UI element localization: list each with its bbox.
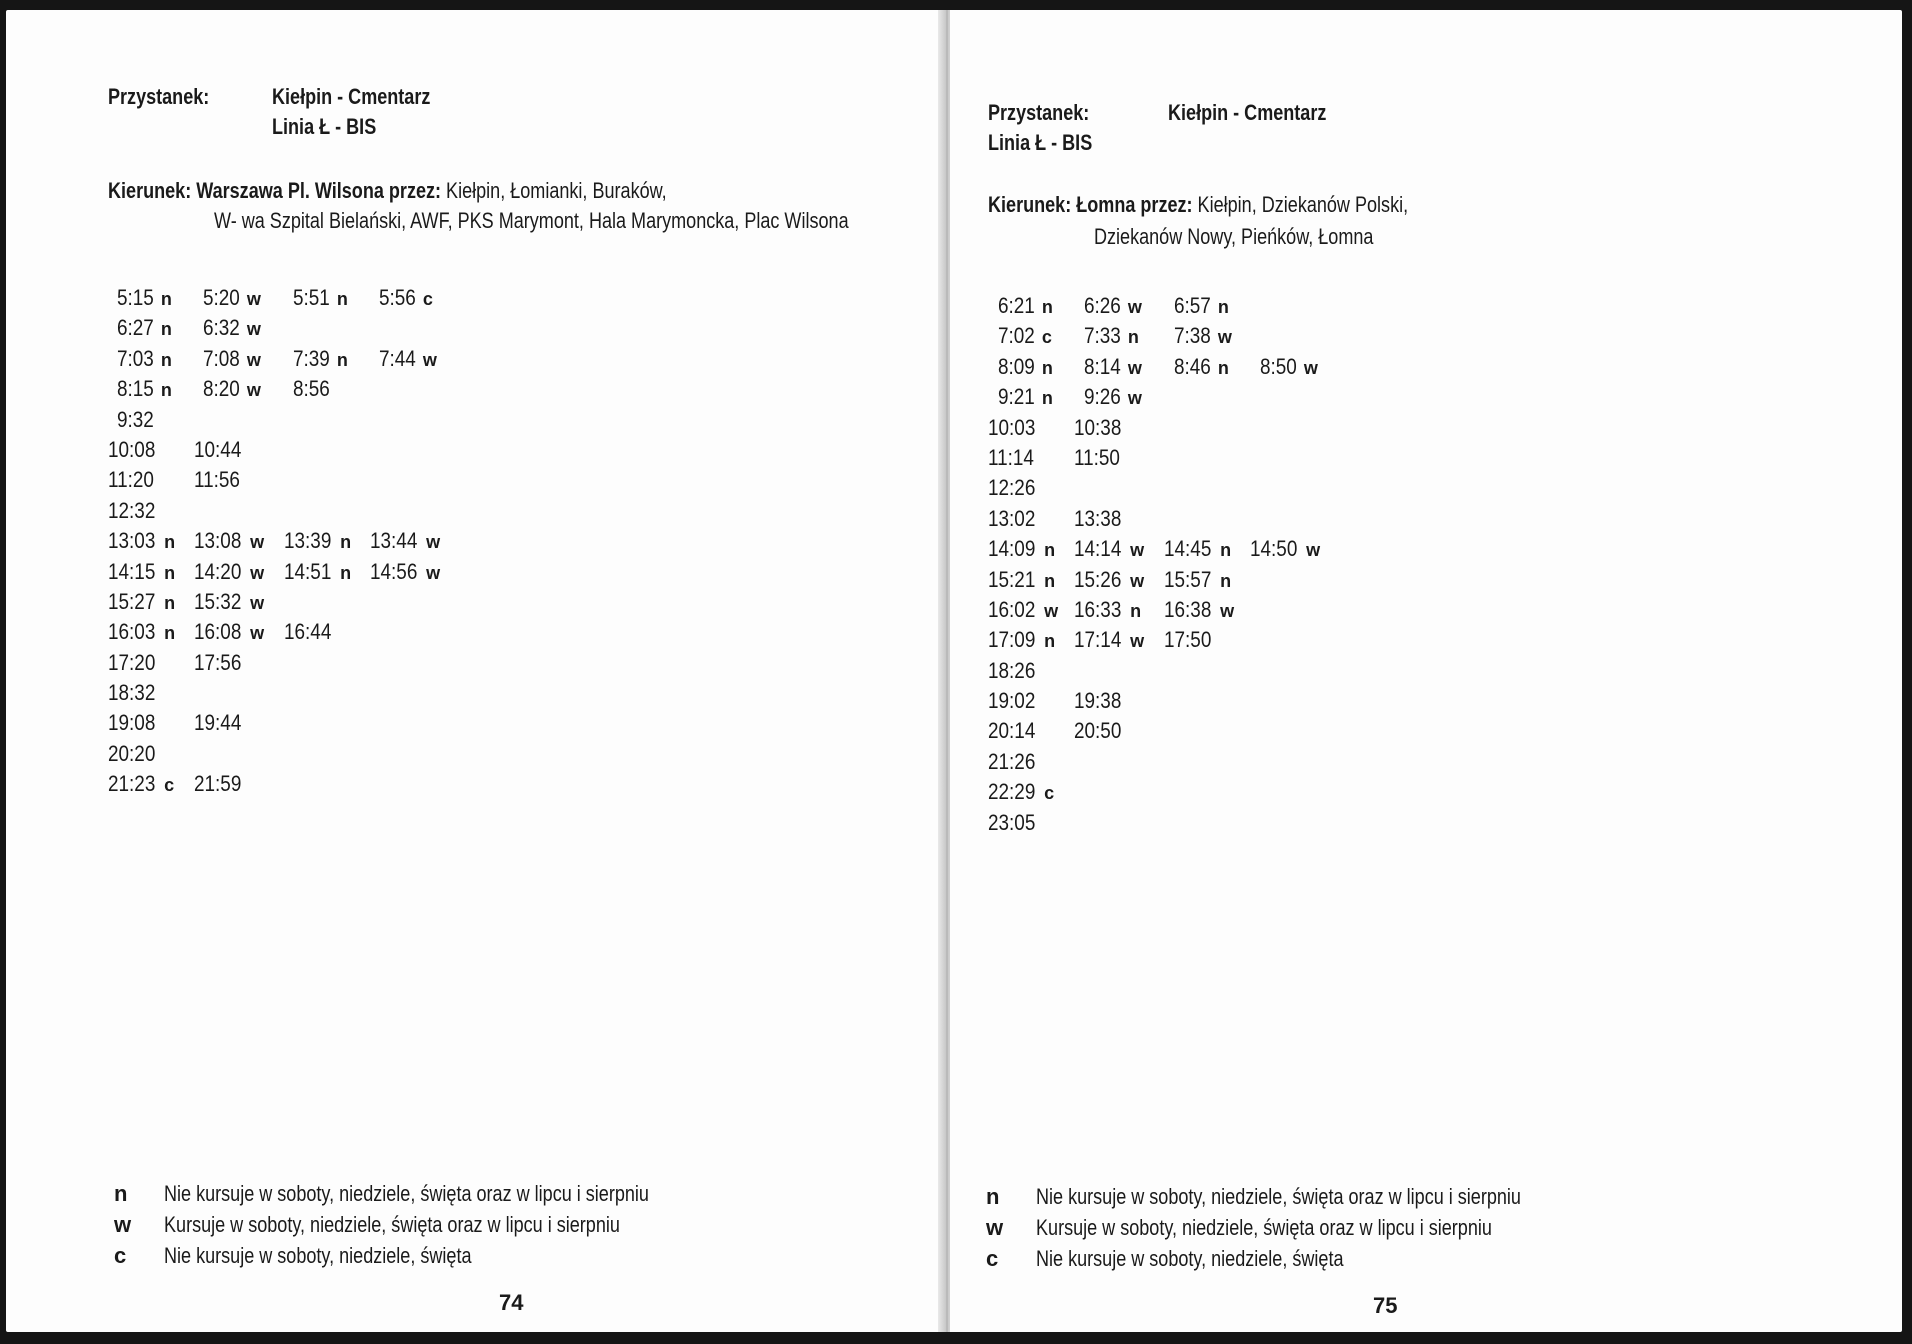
via-stops: W- wa Szpital Bielański, AWF, PKS Marymont, Hala Marymoncka, Plac Wilsona xyxy=(214,208,849,233)
departure-time: 19:44 xyxy=(194,710,242,736)
departure-time: 5:20 w xyxy=(203,285,261,310)
departure-mark: n xyxy=(155,349,172,370)
departure-time: 19:08 xyxy=(108,710,156,736)
departure-time: 15:57 n xyxy=(1164,566,1232,592)
departure-mark: n xyxy=(1039,631,1056,652)
stop-name: Kiełpin - Cmentarz xyxy=(1168,100,1327,125)
departure-row xyxy=(988,625,1388,655)
stop-label: Przystanek: xyxy=(108,84,210,109)
departure-time: 17:20 xyxy=(108,649,156,675)
departure-time: 20:20 xyxy=(108,740,156,766)
departure-time: 14:45 n xyxy=(1164,536,1232,562)
departure-time: 16:38 w xyxy=(1164,596,1235,622)
departure-time: 14:09 n xyxy=(988,536,1056,562)
departure-row xyxy=(988,595,1388,625)
departure-row xyxy=(108,374,508,404)
departure-row xyxy=(988,777,1388,807)
departure-mark: n xyxy=(159,562,176,583)
departure-mark: c xyxy=(1036,327,1052,348)
departure-row xyxy=(988,291,1388,321)
line-name: Linia Ł - BIS xyxy=(272,114,377,139)
stop-name: Kiełpin - Cmentarz xyxy=(272,84,431,109)
departure-time: 22:29 c xyxy=(988,779,1055,805)
departures-table xyxy=(108,283,508,800)
departure-row xyxy=(988,321,1388,351)
legend-text: Kursuje w soboty, niedziele, święta oraz w lipcu i sierpniu xyxy=(164,1212,620,1237)
departure-mark: n xyxy=(335,562,352,583)
departure-row xyxy=(108,435,508,465)
departure-mark: n xyxy=(331,289,348,309)
departure-row xyxy=(108,526,508,556)
departure-time: 11:20 xyxy=(108,467,154,493)
departure-mark: w xyxy=(241,319,261,340)
departure-mark: n xyxy=(1122,327,1139,348)
departure-row xyxy=(988,443,1388,473)
departure-mark: c xyxy=(417,289,433,309)
departure-row xyxy=(988,504,1388,534)
departure-time: 6:27 n xyxy=(117,315,172,341)
departure-time: 8:20 w xyxy=(203,376,261,402)
departure-mark: c xyxy=(159,775,175,796)
departure-time: 7:44 w xyxy=(379,345,437,371)
departure-mark: n xyxy=(155,380,172,401)
departure-mark: w xyxy=(1215,600,1235,621)
departure-time: 8:56 xyxy=(293,376,330,402)
departure-mark: w xyxy=(1125,540,1145,561)
legend-code: w xyxy=(986,1215,1004,1240)
departure-mark: n xyxy=(1125,600,1142,621)
departure-time: 19:38 xyxy=(1074,688,1122,714)
legend-code: c xyxy=(986,1246,999,1271)
departure-row xyxy=(988,352,1388,382)
departure-time: 10:08 xyxy=(108,436,156,462)
right-page xyxy=(950,10,1902,1332)
departure-time: 9:26 w xyxy=(1084,384,1142,410)
departure-time: 16:02 w xyxy=(988,596,1059,622)
departure-time: 11:50 xyxy=(1074,444,1120,470)
departure-row xyxy=(988,565,1388,595)
departure-mark: n xyxy=(1212,357,1229,378)
departure-time: 6:26 w xyxy=(1084,293,1142,318)
departure-row xyxy=(988,413,1388,443)
departure-time: 12:32 xyxy=(108,497,156,523)
departure-time: 17:14 w xyxy=(1074,627,1145,653)
departure-mark: n xyxy=(1215,540,1232,561)
departure-time: 14:20 w xyxy=(194,558,265,584)
departure-mark: n xyxy=(155,319,172,340)
departure-mark: n xyxy=(1036,357,1053,378)
departure-mark: w xyxy=(1125,570,1145,591)
departure-time: 14:56 w xyxy=(370,558,441,584)
departure-time: 9:21 n xyxy=(998,384,1053,410)
departure-time: 17:09 n xyxy=(988,627,1056,653)
departure-mark: w xyxy=(1298,357,1318,378)
departure-time: 13:38 xyxy=(1074,505,1122,531)
legend-text: Nie kursuje w soboty, niedziele, święta oraz w lipcu i sierpniu xyxy=(164,1181,649,1206)
departure-time: 9:32 xyxy=(117,406,154,432)
left-page xyxy=(6,10,944,1332)
legend-code: n xyxy=(986,1184,1000,1209)
direction: Kierunek: Łomna przez: Kiełpin, Dziekanów Polski, xyxy=(988,192,1409,217)
legend-code: c xyxy=(114,1243,127,1268)
departure-mark: w xyxy=(241,289,261,309)
departure-time: 15:32 w xyxy=(194,588,265,614)
departure-mark: n xyxy=(331,349,348,370)
departure-row xyxy=(108,587,508,617)
departure-time: 17:50 xyxy=(1164,627,1212,653)
page-number: 75 xyxy=(1373,1293,1398,1318)
departure-row xyxy=(108,739,508,769)
departure-time: 16:08 w xyxy=(194,619,265,645)
departure-time: 21:59 xyxy=(194,771,242,797)
legend-text: Nie kursuje w soboty, niedziele, święta xyxy=(1036,1246,1344,1271)
departure-time: 10:44 xyxy=(194,436,242,462)
departure-mark: w xyxy=(1122,297,1142,317)
departure-time: 23:05 xyxy=(988,809,1036,835)
direction: Kierunek: Warszawa Pl. Wilsona przez: Kiełpin, Łomianki, Buraków, xyxy=(108,178,667,203)
departure-mark: n xyxy=(159,623,176,644)
departure-time: 18:32 xyxy=(108,680,156,706)
departure-time: 17:56 xyxy=(194,649,242,675)
departure-row xyxy=(988,747,1388,777)
departure-row xyxy=(988,473,1388,503)
departure-time: 13:39 n xyxy=(284,528,352,554)
departure-time: 8:14 w xyxy=(1084,353,1142,379)
departure-time: 16:33 n xyxy=(1074,596,1142,622)
departure-time: 12:26 xyxy=(988,475,1036,501)
departure-time: 8:46 n xyxy=(1174,353,1229,379)
departure-time: 8:15 n xyxy=(117,376,172,402)
departure-mark: n xyxy=(1039,540,1056,561)
legend-code: w xyxy=(114,1212,132,1237)
departure-row xyxy=(108,708,508,738)
departure-row xyxy=(988,716,1388,746)
departure-time: 15:27 n xyxy=(108,588,176,614)
departure-row xyxy=(108,617,508,647)
legend-text: Nie kursuje w soboty, niedziele, święta oraz w lipcu i sierpniu xyxy=(1036,1184,1521,1209)
departure-mark: n xyxy=(335,532,352,553)
departure-mark: w xyxy=(417,349,437,370)
departure-time: 5:56 c xyxy=(379,285,433,310)
legend-text: Nie kursuje w soboty, niedziele, święta xyxy=(164,1243,472,1268)
departure-row xyxy=(988,382,1388,412)
departure-mark: n xyxy=(1039,570,1056,591)
departure-row xyxy=(988,808,1388,838)
departure-time: 8:09 n xyxy=(998,353,1053,379)
departure-time: 15:21 n xyxy=(988,566,1056,592)
departure-time: 10:03 xyxy=(988,414,1036,440)
departure-time: 18:26 xyxy=(988,657,1036,683)
departure-time: 7:03 n xyxy=(117,345,172,371)
departure-mark: w xyxy=(241,380,261,401)
departure-time: 14:51 n xyxy=(284,558,352,584)
departure-time: 21:23 c xyxy=(108,771,175,797)
departure-mark: w xyxy=(245,592,265,613)
departure-mark: w xyxy=(245,532,265,553)
departure-time: 16:44 xyxy=(284,619,332,645)
departure-mark: n xyxy=(159,592,176,613)
departure-row xyxy=(108,496,508,526)
departure-mark: n xyxy=(1215,570,1232,591)
departure-time: 6:57 n xyxy=(1174,293,1229,318)
departure-row xyxy=(108,769,508,799)
departures-table xyxy=(988,291,1388,838)
departure-row xyxy=(108,557,508,587)
departure-time: 20:14 xyxy=(988,718,1036,744)
departure-mark: c xyxy=(1039,783,1055,804)
departure-row xyxy=(108,405,508,435)
departure-mark: w xyxy=(1122,357,1142,378)
departure-time: 19:02 xyxy=(988,688,1036,714)
departure-row xyxy=(108,678,508,708)
departure-time: 7:33 n xyxy=(1084,323,1139,349)
legend-text: Kursuje w soboty, niedziele, święta oraz w lipcu i sierpniu xyxy=(1036,1215,1492,1240)
departure-mark: w xyxy=(241,349,261,370)
departure-mark: w xyxy=(1125,631,1145,652)
departure-mark: w xyxy=(421,532,441,553)
departure-time: 7:39 n xyxy=(293,345,348,371)
departure-time: 15:26 w xyxy=(1074,566,1145,592)
departure-row xyxy=(108,313,508,343)
departure-row xyxy=(108,344,508,374)
departure-time: 21:26 xyxy=(988,748,1036,774)
departure-mark: n xyxy=(159,532,176,553)
line-name: Linia Ł - BIS xyxy=(988,130,1093,155)
via-stops: Dziekanów Nowy, Pieńków, Łomna xyxy=(1094,224,1374,249)
departure-time: 16:03 n xyxy=(108,619,176,645)
page-number: 74 xyxy=(499,1290,524,1315)
departure-time: 14:14 w xyxy=(1074,536,1145,562)
departure-time: 7:02 c xyxy=(998,323,1052,349)
departure-mark: w xyxy=(245,623,265,644)
departure-row xyxy=(108,283,508,313)
departure-mark: w xyxy=(1212,327,1232,348)
departure-mark: n xyxy=(1036,388,1053,409)
stop-label: Przystanek: xyxy=(988,100,1090,125)
departure-time: 5:51 n xyxy=(293,285,348,310)
departure-row xyxy=(988,686,1388,716)
departure-mark: n xyxy=(1036,297,1053,317)
departure-time: 5:15 n xyxy=(117,285,172,310)
departure-row xyxy=(988,534,1388,564)
departure-time: 8:50 w xyxy=(1260,353,1318,379)
departure-time: 6:21 n xyxy=(998,293,1053,318)
departure-mark: n xyxy=(155,289,172,309)
departure-time: 7:38 w xyxy=(1174,323,1232,349)
departure-time: 11:56 xyxy=(194,467,240,493)
departure-time: 10:38 xyxy=(1074,414,1122,440)
departure-mark: w xyxy=(1039,600,1059,621)
departure-mark: n xyxy=(1212,297,1229,317)
departure-time: 13:08 w xyxy=(194,528,265,554)
departure-time: 6:32 w xyxy=(203,315,261,341)
departure-mark: w xyxy=(1122,388,1142,409)
departure-row xyxy=(108,465,508,495)
departure-mark: w xyxy=(245,562,265,583)
departure-time: 14:15 n xyxy=(108,558,176,584)
departure-time: 13:03 n xyxy=(108,528,176,554)
departure-row xyxy=(988,656,1388,686)
departure-mark: w xyxy=(1301,540,1321,561)
departure-time: 7:08 w xyxy=(203,345,261,371)
legend-code: n xyxy=(114,1181,128,1206)
departure-time: 20:50 xyxy=(1074,718,1122,744)
departure-time: 13:02 xyxy=(988,505,1036,531)
departure-row xyxy=(108,648,508,678)
departure-time: 14:50 w xyxy=(1250,536,1321,562)
departure-mark: w xyxy=(421,562,441,583)
departure-time: 13:44 w xyxy=(370,528,441,554)
departure-time: 11:14 xyxy=(988,444,1034,470)
